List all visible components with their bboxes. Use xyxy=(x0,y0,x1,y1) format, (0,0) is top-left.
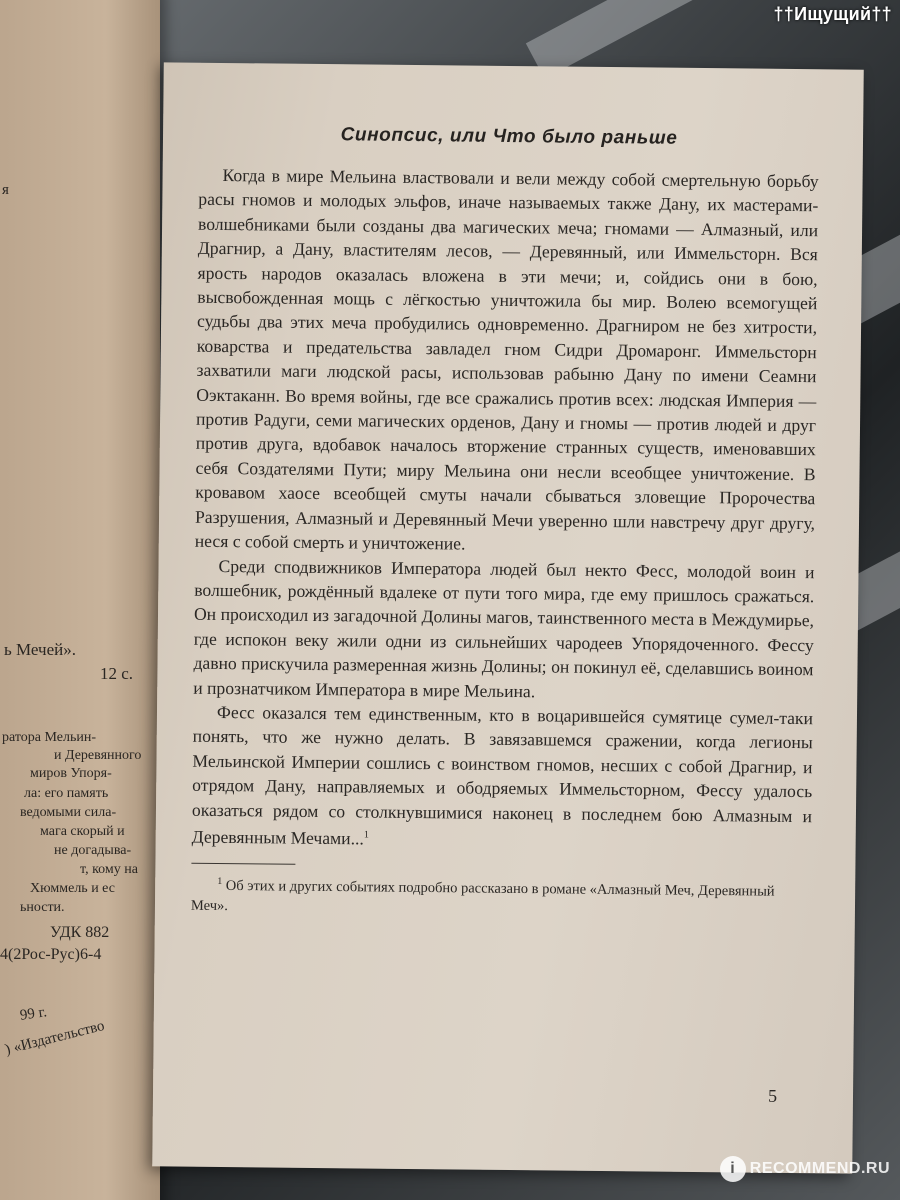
left-page xyxy=(0,0,160,1200)
left-page-line: ь Мечей». xyxy=(4,640,76,659)
footnote-reference: 1 xyxy=(363,829,369,841)
left-page-line: Хюммель и ес xyxy=(30,881,115,896)
paragraph-text: Фесс оказался тем единственным, кто в воцарившейся сумятице сумел-таки понять, что же нужно делать. В завязавшемся сражении, когда легионы Мельинской Империи сошлись с воинством гномов, несших с собой Драгнир, и отрядом Дану, направляемых и ободряемых Иммельсторном, Фессу удалось оказаться рядом со столкнувшимися наконец в последнем бою Алмазным и Деревянным Мечами... xyxy=(191,701,814,849)
footnote-divider xyxy=(191,863,295,865)
left-page-line: ) «Издательство xyxy=(3,1017,107,1059)
watermark-site-text: RECOMMEND.RU xyxy=(749,1160,890,1178)
left-page-line: ьности. xyxy=(20,900,65,915)
left-page-line: миров Упоря- xyxy=(30,766,112,781)
left-page-line: 4(2Рос-Рус)6-4 xyxy=(0,946,102,963)
left-page-line: 99 г. xyxy=(18,1004,48,1024)
paragraph xyxy=(192,700,814,856)
page-number: 5 xyxy=(767,1085,778,1106)
left-page-line: ла: его память xyxy=(24,786,109,801)
footnote-text: Об этих и других событиях подробно рассказано в романе «Алмазный Меч, Деревянный Меч». xyxy=(190,878,775,915)
footnote xyxy=(191,872,811,922)
left-page-line: ратора Мельин- xyxy=(2,730,96,745)
left-page-line: мага скорый и xyxy=(40,824,125,839)
left-page-line: т, кому на xyxy=(80,862,138,877)
footnote-marker: 1 xyxy=(217,876,223,888)
recommend-logo-icon: i xyxy=(720,1156,746,1182)
watermark-site xyxy=(720,1156,890,1182)
chapter-heading: Синопсис, или Что было раньше xyxy=(340,124,678,149)
paragraph: Когда в мире Мельина властвовали и вели между собой смертельную борьбу расы гномов и молодых эльфов, иначе называемых также Дану, их мастерами-волшебниками были созданы два магических меча; гномами — Алмазный, или Драгнир, а Дану, властителям лесов, — Деревянный, или Иммельсторн. Вся ярость народов оказалась вложена в эти мечи; и, сойдись они в бою, высвобожденная мощь с лёгкостью уничтожила бы мир. Волею всемогущей судьбы два этих меча пробудились одновременно. Драгниром не без хитрости, коварства и предательства завладел гном Сидри Дромаронг. Иммельсторн захватили маги людской расы, использовав рабыню Дану по имени Сеамни Оэктаканн. Во время войны, где все сражались против всех: людская Империя — против Радуги, семи магических орденов, Дану и гномы — против людей и друг против друга, вдобавок началось вторжение странных существ, именовавших себя Создателями Пути; миру Мельина они несли всеобщее уничтожение. В кровавом хаосе всеобщей смуты начали сбываться зловещие Пророчества Разрушения, Алмазный и Деревянный Мечи уверенно шли навстречу друг другу, неся с собой смерть и уничтожение. xyxy=(194,164,819,554)
left-page-line: 12 с. xyxy=(100,664,134,683)
left-page-line: ведомыми сила- xyxy=(20,805,117,820)
paragraph: Среди сподвижников Императора людей был некто Фесс, молодой воин и волшебник, рождённый вдалеке от пути того мира, где ему пришлось сражаться. Он происходил из загадочной Долины магов, таинственного места в Междумирье, где испокон веку жили одни из сильнейших чародеев Упорядоченного. Фессу давно прискучила размеренная жизнь Долины; он покинул её, сделавшись воином и прознатчиком Императора в мире Мельина. xyxy=(193,555,815,701)
page-text-block xyxy=(191,123,819,923)
left-page-line: и Деревянного xyxy=(54,748,142,763)
left-page-line: не догадыва- xyxy=(54,843,132,858)
left-page-line: я xyxy=(2,182,9,198)
watermark-username: ††Ищущий†† xyxy=(773,4,892,24)
left-page-line: УДК 882 xyxy=(50,924,110,941)
right-page xyxy=(152,62,864,1173)
